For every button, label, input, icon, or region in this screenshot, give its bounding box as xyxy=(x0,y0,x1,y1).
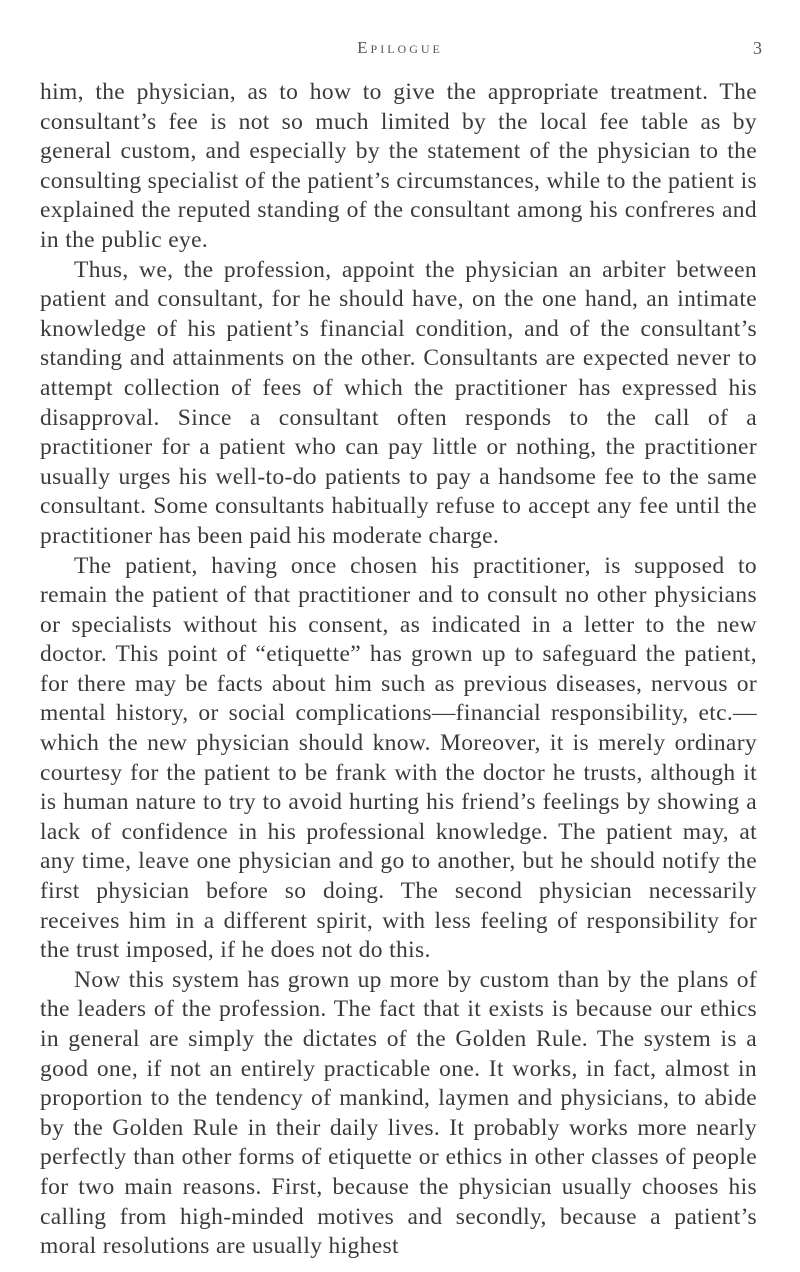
paragraph: The patient, having once chosen his practitioner, is supposed to remain the patient of that practitioner and to consult no other physicians or specialists without his consent, as indicated in a letter to the new doctor. This point of “etiquette” has grown up to safeguard the patient, for there may be facts about him such as previous diseases, nervous or mental history, or social complications—financial responsibility, etc.—which the new physician should know. Moreover, it is merely ordinary courtesy for the patient to be frank with the doctor he trusts, although it is human nature to try to avoid hurting his friend’s feelings by showing a lack of confidence in his professional knowledge. The patient may, at any time, leave one physician and go to another, but he should notify the first physician before so doing. The second physician necessarily receives him in a different spirit, with less feeling of responsibility for the trust imposed, if he does not do this. xyxy=(40,552,757,964)
running-head xyxy=(0,38,800,68)
body-text xyxy=(40,78,757,1262)
paragraph: Thus, we, the profession, appoint the physician an arbiter between patient and consultant, for he should have, on the one hand, an intimate knowledge of his patient’s financial condition, and of the consultant’s standing and attainments on the other. Consultants are expected never to attempt collection of fees of which the practitioner has expressed his disapproval. Since a consultant often responds to the call of a practitioner for a patient who can pay little or nothing, the practitioner usually urges his well-to-do patients to pay a handsome fee to the same consultant. Some consultants habitually refuse to accept any fee until the practitioner has been paid his moderate charge. xyxy=(40,256,757,549)
paragraph: Now this system has grown up more by custom than by the plans of the leaders of the profession. The fact that it exists is because our ethics in general are simply the dictates of the Golden Rule. The system is a good one, if not an entirely practicable one. It works, in fact, almost in proportion to the tendency of mankind, laymen and physicians, to abide by the Golden Rule in their daily lives. It probably works more nearly perfectly than other forms of etiquette or ethics in other classes of people for two main reasons. First, because the physician usually chooses his calling from high-minded motives and secondly, because a patient’s moral resolutions are usually highest xyxy=(40,966,757,1260)
running-title: Epilogue xyxy=(357,38,443,57)
page-number: 3 xyxy=(753,38,762,58)
paragraph-continued: him, the physician, as to how to give the appropriate treatment. The consultant’s fee is not so much limited by the local fee table as by general custom, and especially by the statement of the physician to the consulting specialist of the patient’s circumstances, while to the patient is explained the reputed standing of the consultant among his confreres and in the public eye. xyxy=(40,79,757,253)
